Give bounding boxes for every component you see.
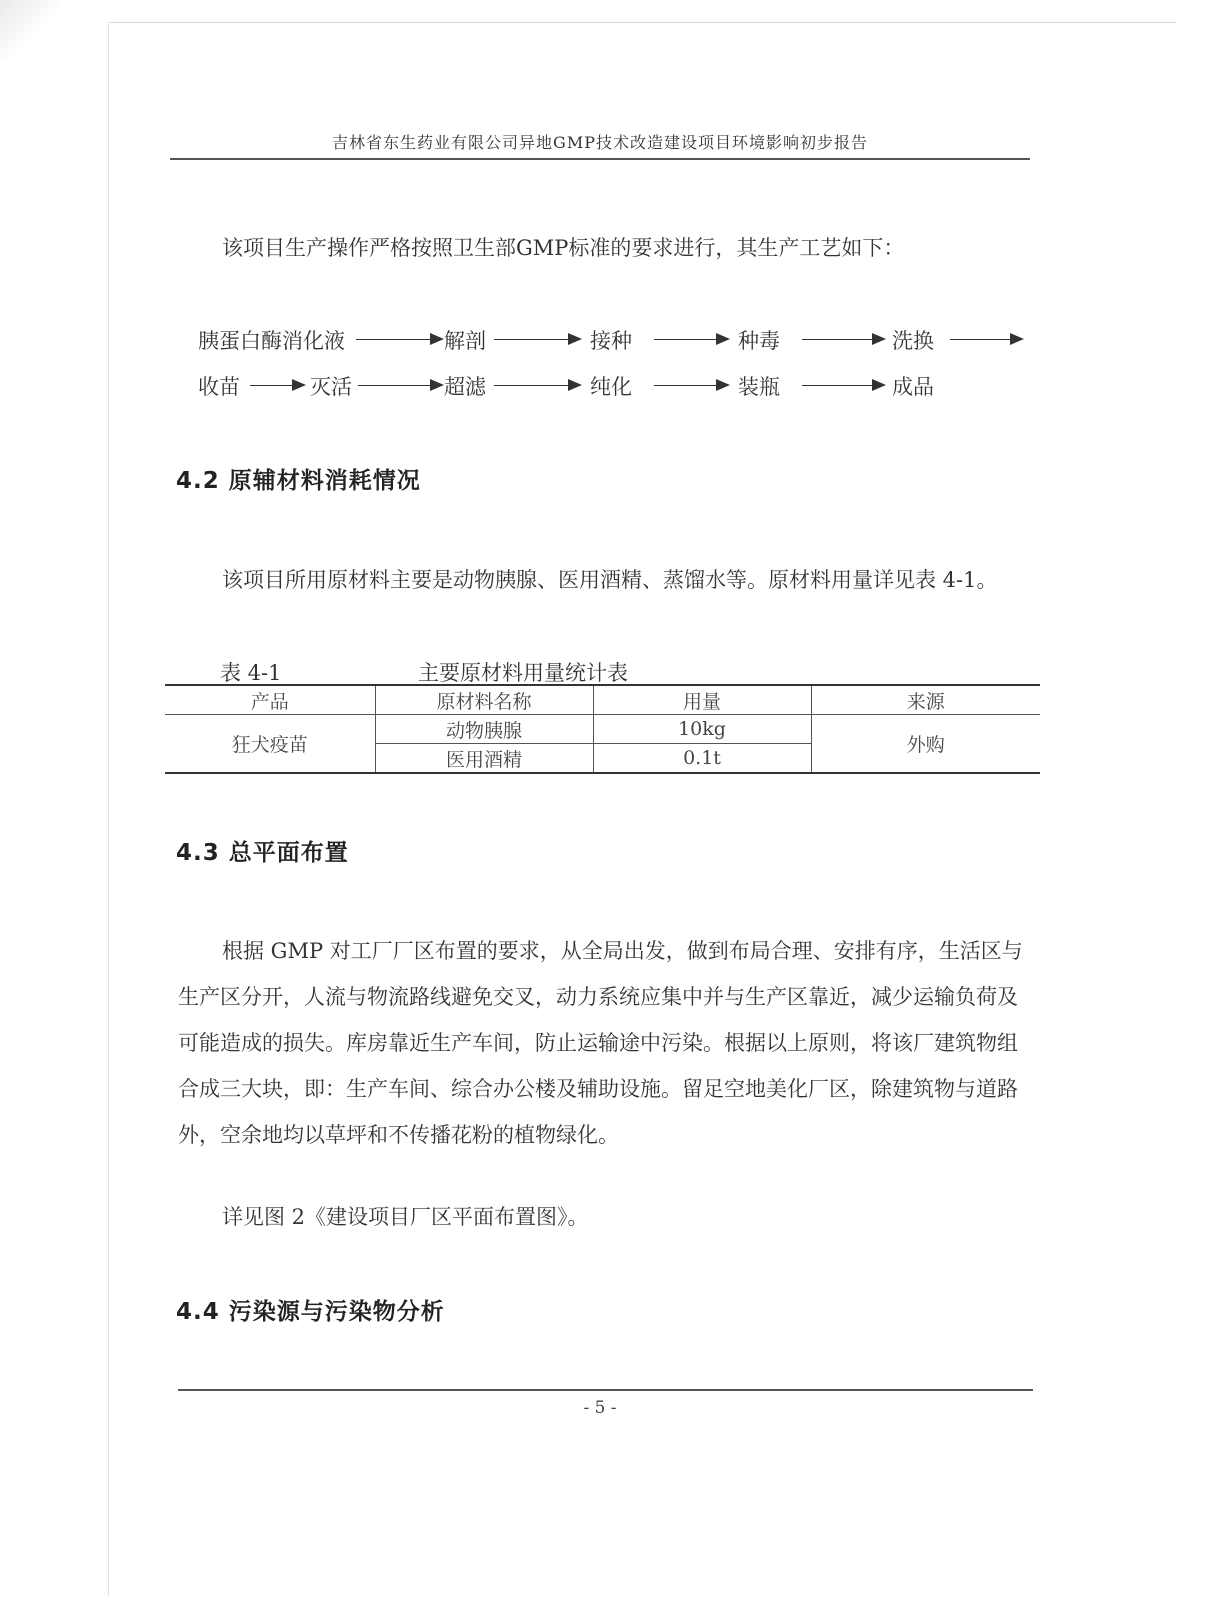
scan-edge-left <box>108 22 109 1596</box>
flow-step: 胰蛋白酶消化液 <box>198 329 345 353</box>
flow-step: 解剖 <box>444 329 486 353</box>
section-heading-4-4: 4.4 污染源与污染物分析 <box>176 1299 445 1325</box>
section-4-3-reference: 详见图 2《建设项目厂区平面布置图》。 <box>222 1205 589 1229</box>
intro-paragraph: 该项目生产操作严格按照卫生部GMP标准的要求进行，其生产工艺如下： <box>222 236 905 260</box>
table-cell-amount: 0.1t <box>593 744 811 774</box>
flow-arrow <box>494 385 580 386</box>
flow-arrow <box>802 339 884 340</box>
flow-step: 接种 <box>590 329 632 353</box>
flow-arrow <box>494 339 580 340</box>
table-header-cell: 来源 <box>811 685 1040 715</box>
scan-corner-artifact <box>0 0 60 60</box>
flow-step: 灭活 <box>310 375 352 399</box>
flow-step: 成品 <box>892 375 934 399</box>
scan-edge-top <box>110 22 1176 23</box>
header-rule <box>170 158 1030 160</box>
flow-step: 纯化 <box>590 375 632 399</box>
table-cell-material: 动物胰腺 <box>375 715 593 744</box>
table-label: 表 4-1 <box>220 661 282 685</box>
section-4-3-paragraph: 根据 GMP 对工厂厂区布置的要求，从全局出发，做到布局合理、安排有序，生活区与生产区分开，人流与物流路线避免交叉，动力系统应集中并与生产区靠近，减少运输负荷及可能造成的损失。库房靠近生产车间，防止运输途中污染。根据以上原则，将该厂建筑物组合成三大块，即：生产车间、综合办公楼及辅助设施。留足空地美化厂区，除建筑物与道路外，空余地均以草坪和不传播花粉的植物绿化。 <box>178 939 1023 1147</box>
section-4-2-paragraph: 该项目所用原材料主要是动物胰腺、医用酒精、蒸馏水等。原材料用量详见表 4-1。 <box>222 568 998 592</box>
table-header-row <box>165 685 1040 715</box>
flow-arrow <box>950 339 1022 340</box>
table-cell-product: 狂犬疫苗 <box>165 715 375 774</box>
flow-arrow <box>358 385 442 386</box>
flow-arrow <box>654 339 728 340</box>
section-heading-4-2: 4.2 原辅材料消耗情况 <box>176 468 421 494</box>
process-flow-row-1 <box>198 325 1058 355</box>
section-heading-4-3: 4.3 总平面布置 <box>176 840 349 866</box>
footer-rule <box>178 1389 1033 1391</box>
table-header-cell: 产品 <box>165 685 375 715</box>
process-flow-row-2 <box>198 371 1058 401</box>
table-cell-amount: 10kg <box>593 715 811 744</box>
table-header-cell: 用量 <box>593 685 811 715</box>
materials-table <box>165 684 1040 774</box>
table-header-cell: 原材料名称 <box>375 685 593 715</box>
running-header: 吉林省东生药业有限公司异地GMP技术改造建设项目环境影响初步报告 <box>332 133 868 152</box>
flow-step: 超滤 <box>444 375 486 399</box>
flow-step: 洗换 <box>892 329 934 353</box>
table-title: 主要原材料用量统计表 <box>418 661 628 685</box>
flow-arrow <box>250 385 304 386</box>
flow-arrow <box>654 385 728 386</box>
flow-arrow <box>802 385 884 386</box>
page-number: - 5 - <box>583 1398 617 1418</box>
flow-step: 种毒 <box>738 329 780 353</box>
flow-arrow <box>356 339 442 340</box>
flow-step: 装瓶 <box>738 375 780 399</box>
table-row <box>165 715 1040 744</box>
flow-step: 收苗 <box>198 375 240 399</box>
table-cell-source: 外购 <box>811 715 1040 774</box>
table-cell-material: 医用酒精 <box>375 744 593 774</box>
